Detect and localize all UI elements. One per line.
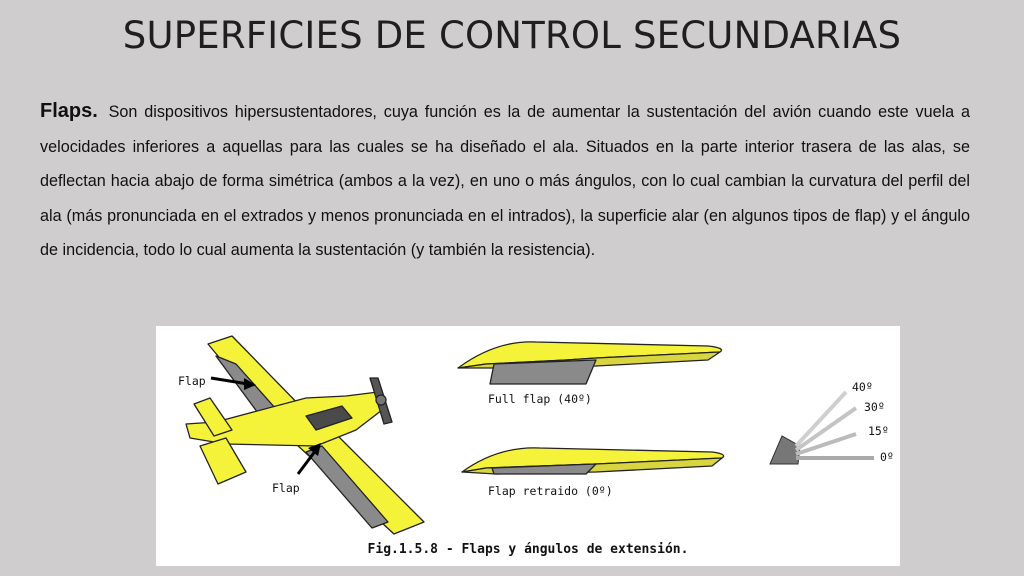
wing-section (770, 436, 800, 464)
description-paragraph: Son dispositivos hipersustentadores, cuya función es la de aumentar la sustentación del avión cuando este vuela a velocidades inferiores a aquellas para las cuales se ha diseñado el ala. Situados en la parte interior trasera de las alas, se deflectan hacia abajo de forma simétrica (ambos a la vez), en uno o más ángulos, con lo cual cambian la curvatura del perfil del ala (más pronunciada en el extrados y menos pronunciada en el intrados), la superficie alar (en algunos tipos de flap) y el ángulo de incidencia, todo lo cual aumenta la sustentación (y también la resistencia). (40, 103, 970, 260)
flap-retracted-label: Flap retraido (0º) (488, 484, 613, 498)
flaps-illustration (156, 326, 900, 566)
airplane-spinner (376, 395, 386, 405)
slide-title: SUPERFICIES DE CONTROL SECUNDARIAS (122, 14, 902, 57)
angle-30-label: 30º (864, 400, 885, 414)
flap-label-bottom: Flap (272, 481, 300, 495)
lead-term: Flaps. (40, 100, 98, 122)
figure-caption: Fig.1.5.8 - Flaps y ángulos de extensión. (367, 542, 689, 557)
airplane-drawing (186, 336, 424, 534)
retracted-flap-wing (462, 448, 724, 474)
full-flap-surface (490, 360, 596, 384)
flap-label-top: Flap (178, 374, 206, 388)
full-flap-wing (458, 342, 722, 384)
flap-angle-diagram (770, 392, 874, 464)
angle-40-label: 40º (852, 380, 873, 394)
flaps-figure (156, 326, 900, 566)
flaps-description (40, 94, 970, 268)
full-flap-label: Full flap (40º) (488, 392, 592, 406)
angle-15-label: 15º (868, 424, 889, 438)
angle-0-label: 0º (880, 450, 894, 464)
